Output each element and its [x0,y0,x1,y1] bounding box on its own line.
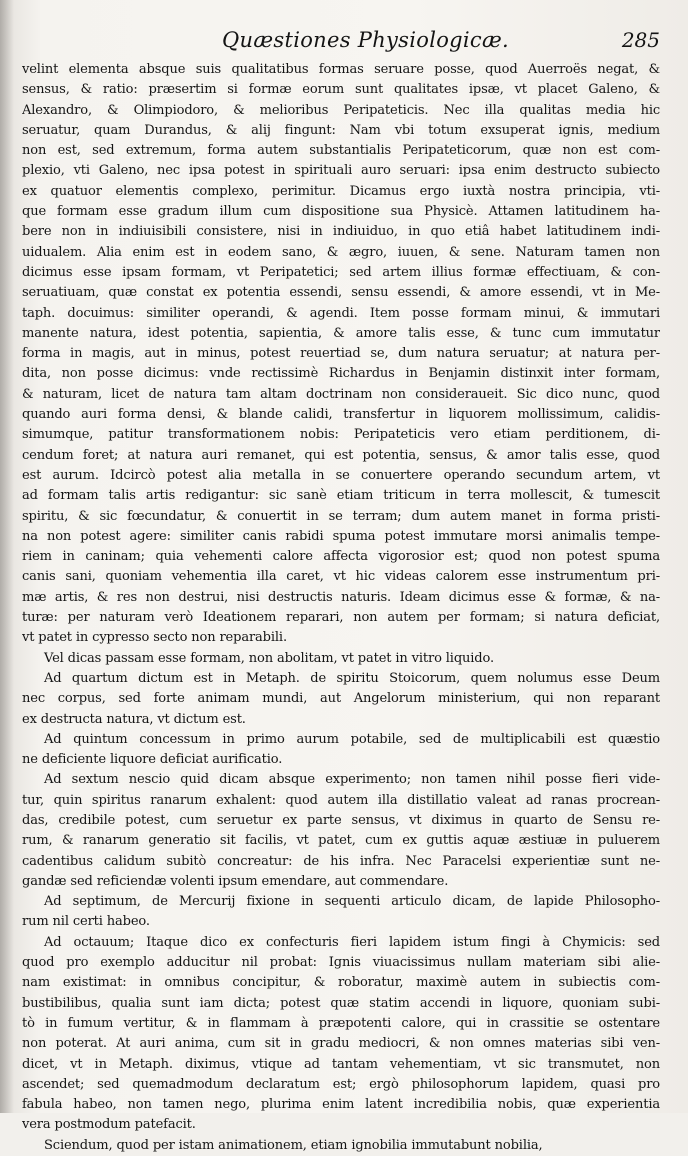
text-line: fabula habeo, non tamen nego, plurima enim latent incredibilia nobis, quæ experientia [22,1097,660,1113]
text-line: Alexandro, & Olimpiodoro, & melioribus Peripateticis. Nec illa qualitas media hic [22,102,660,118]
text-line: canis sani, quoniam vehementia illa caret, vt hic videas calorem esse instrumentum pri- [22,569,660,585]
text-line: rum, & ranarum generatio sit facilis, vt patet, cum ex guttis aquæ æstiuæ in puluerem [22,833,660,849]
paragraph [22,1136,660,1156]
text-line: Ad septimum, de Mercurij fixione in sequenti articulo dicam, de lapide Philosopho- [44,894,660,910]
text-line: nam existimat: in omnibus concipitur, & roboratur, maximè autem in subiectis com- [22,975,660,991]
text-line: & naturam, licet de natura tam altam doctrinam non consideraueit. Sic dico nunc, quod [22,386,660,402]
text-line: dicet, vt in Metaph. diximus, vtique ad tantam vehementiam, vt sic transmutet, non [22,1056,660,1072]
paragraph [22,770,660,892]
text-line: forma in magis, aut in minus, potest reuertiad se, dum natura seruatur; at natura per- [22,346,660,362]
text-line: vt patet in cypresso secto non reparabili. [22,630,287,646]
text-line: cadentibus calidum subitò concreatur: de his infra. Nec Paracelsi experientiæ sunt ne- [22,853,660,869]
text-line: ex quatuor elementis complexo, perimitur. Dicamus ergo iuxtà nostra principia, vti- [22,183,660,199]
running-title: Quæstiones Physiologicæ. [222,28,510,52]
text-line: seruatur, quam Durandus, & alij fingunt: Nam vbi totum exsuperat ignis, medium [22,122,660,138]
text-line: ne deficiente liquore deficiat aurificatio. [22,752,283,768]
text-line: dita, non posse dicimus: vnde rectissimè Richardus in Benjamin distinxit inter formam, [22,366,660,382]
text-line: Ad sextum nescio quid dicam absque experimento; non tamen nihil posse fieri vide- [44,772,660,788]
text-line: mæ artis, & res non destrui, nisi destructis naturis. Ideam dicimus esse & formæ, & na- [22,589,660,605]
text-line: Ad octauum; Itaque dico ex confecturis fieri lapidem istum fingi à Chymicis: sed [44,934,660,950]
text-line: velint elementa absque suis qualitatibus formas seruare posse, quod Auerroës negat, & [22,62,660,77]
text-line: seruatiuam, quæ constat ex potentia essendi, sensu essendi, & amore essendi, vt in Me- [22,285,660,301]
text-line: gandæ sed reficiendæ volenti ipsum emendare, aut commendare. [22,873,449,889]
body-text [22,60,660,1156]
text-line: spiritu, & sic fœcundatur, & conuertit in se terram; dum autem manet in forma pristi- [22,508,660,524]
text-line: vera postmodum patefacit. [22,1117,196,1133]
text-line: riem in caninam; quia vehementi calore affecta vigorosior est; quod non potest spuma [22,549,660,565]
text-line: Ad quartum dictum est in Metaph. de spiritu Stoicorum, quem nolumus esse Deum [44,670,660,686]
running-head [22,26,660,60]
text-line: ascendet; sed quemadmodum declaratum est; ergò philosophorum lapidem, quasi pro [22,1076,660,1092]
page-number: 285 [621,28,660,52]
text-line: cendum foret; at natura auri remanet, qui est potentia, sensus, & amor talis esse, quod [22,447,660,463]
text-line: quando auri forma densi, & blande calidi, transfertur in liquorem mollissimum, calidis- [22,407,660,423]
text-line: tò in fumum vertitur, & in flammam à præpotenti calore, qui in crassitie se ostentare [22,1015,660,1031]
paragraph [22,60,660,649]
text-line: uidualem. Alia enim est in eodem sano, & ægro, iuuen, & sene. Naturam tamen non [22,244,660,260]
paragraph [22,730,660,771]
text-line: non poterat. At auri anima, cum sit in gradu mediocri, & non omnes materias sibi ven- [22,1036,660,1052]
gutter-shadow [0,0,14,1113]
paragraph [22,892,660,933]
text-line: nec corpus, sed forte animam mundi, aut Angelorum ministerium, qui non reparant [22,691,660,707]
paragraph [22,933,660,1136]
text-line: Vel dicas passam esse formam, non abolitam, vt patet in vitro liquido. [44,650,494,666]
text-line: plexio, vti Galeno, nec ipsa potest in spirituali auro seruari: ipsa enim destructo subiecto [22,163,660,179]
text-line: manente natura, idest potentia, sapientia, & amore talis esse, & tunc cum immutatur [22,325,660,341]
text-line: taph. docuimus: similiter operandi, & agendi. Item posse formam minui, & immutari [22,305,660,321]
text-line: ex destructa natura, vt dictum est. [22,711,246,727]
text-line: bustibilibus, qualia sunt iam dicta; potest quæ statim accendi in liquore, quoniam subi- [22,995,660,1011]
text-line: rum nil certi habeo. [22,914,150,930]
paragraph [22,649,660,669]
text-line: est aurum. Idcircò potest alia metalla in se conuertere operando secundum artem, vt [22,467,660,483]
text-line: Ad quintum concessum in primo aurum potabile, sed de multiplicabili est quæstio [44,731,660,747]
text-line: das, credibile potest, cum seruetur ex parte sensus, vt diximus in quarto de Sensu re- [22,812,660,828]
text-line: na non potest agere: similiter canis rabidi spuma potest immutare morsi animalis tempe- [22,528,660,544]
text-line: non est, sed extremum, forma autem substantialis Peripateticorum, quæ non est com- [22,143,660,159]
text-line: sensus, & ratio: præsertim si formæ eorum sunt qualitates ipsæ, vt placet Galeno, & [22,82,660,98]
text-line: que formam esse gradum illum cum dispositione sua Physicè. Attamen latitudinem ha- [22,204,660,220]
text-line: ad formam talis artis redigantur: sic sanè etiam triticum in terra mollescit, & tumescit [22,488,660,504]
text-line: tur, quin spiritus ranarum exhalent: quod autem illa distillatio valeat ad ranas procrean- [22,792,660,808]
text-line: turæ: per naturam verò Ideationem reparari, non autem per formam; si natura deficiat, [22,610,660,626]
text-line: simumque, patitur transformationem nobis: Peripateticis vero etiam perditionem, di- [22,427,660,443]
text-line: quod pro exemplo adducitur nil probat: Ignis viuacissimus nullam materiam sibi alie- [22,955,660,971]
text-line: bere non in indiuisibili consistere, nisi in indiuiduo, in quo etiâ habet latitudinem indi- [22,224,660,240]
text-line: Sciendum, quod per istam animationem, etiam ignobilia immutabunt nobilia, [44,1137,543,1153]
text-line: dicimus esse ipsam formam, vt Peripatetici; sed artem illius formæ effectiuam, & con- [22,264,660,280]
paragraph [22,669,660,730]
